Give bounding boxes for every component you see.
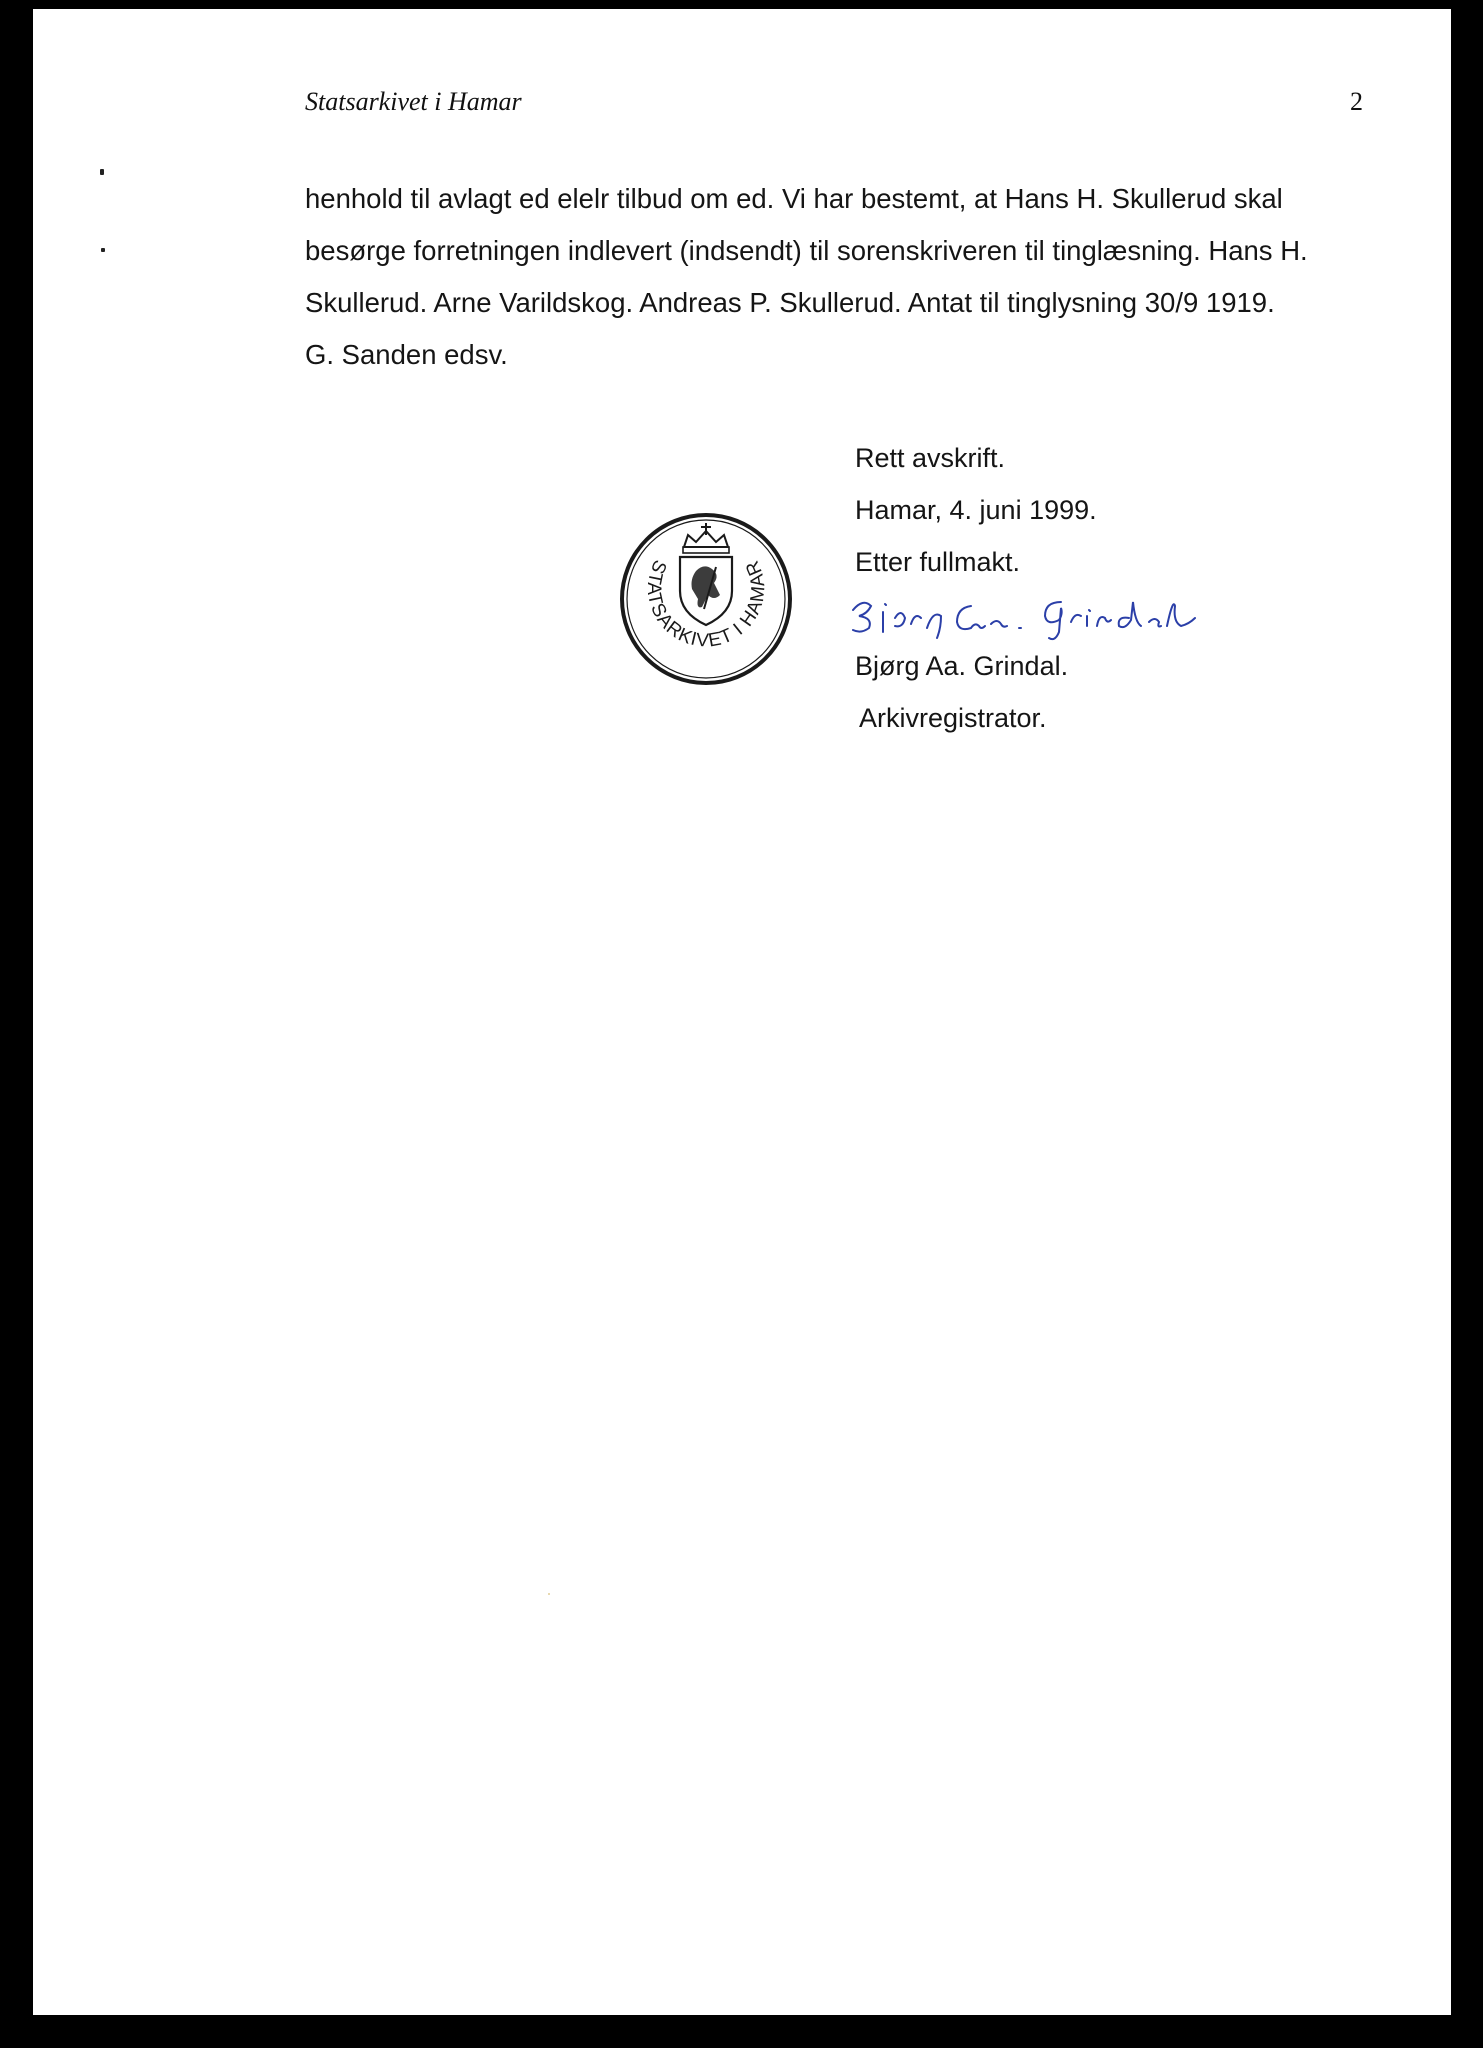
authorization-label: Etter fullmakt. xyxy=(855,547,1021,577)
page-number: 2 xyxy=(1350,87,1363,116)
body-line: Skullerud. Arne Varildskog. Andreas P. Skullerud. Antat til tinglysning 30/9 1919. xyxy=(305,287,1275,318)
margin-mark xyxy=(101,248,105,252)
signatory-name: Bjørg Aa. Grindal. xyxy=(855,651,1069,681)
scan-speck xyxy=(548,1593,550,1595)
certified-copy-label: Rett avskrift. xyxy=(855,443,1006,473)
archive-stamp xyxy=(616,509,796,694)
stamp-text: STATSARKIVET I HAMAR xyxy=(642,556,770,652)
stamp-seal xyxy=(616,509,796,689)
attestation-block xyxy=(855,432,1275,744)
coat-of-arms-lion-icon xyxy=(680,523,732,625)
margin-mark xyxy=(100,169,104,175)
body-line: besørge forretningen indlevert (indsendt) til sorenskriveren til tinglæsning. Hans H. xyxy=(305,235,1308,266)
document-page xyxy=(33,9,1451,2015)
body-paragraph xyxy=(305,173,1390,381)
place-date: Hamar, 4. juni 1999. xyxy=(855,495,1097,525)
body-line: G. Sanden edsv. xyxy=(305,339,508,370)
body-line: henhold til avlagt ed elelr tilbud om ed. Vi har bestemt, at Hans H. Skullerud skal xyxy=(305,183,1283,214)
signatory-role: Arkivregistrator. xyxy=(859,703,1047,733)
signature-ink xyxy=(849,588,1229,644)
page-header-title: Statsarkivet i Hamar xyxy=(305,87,522,116)
handwritten-signature xyxy=(855,588,1275,640)
